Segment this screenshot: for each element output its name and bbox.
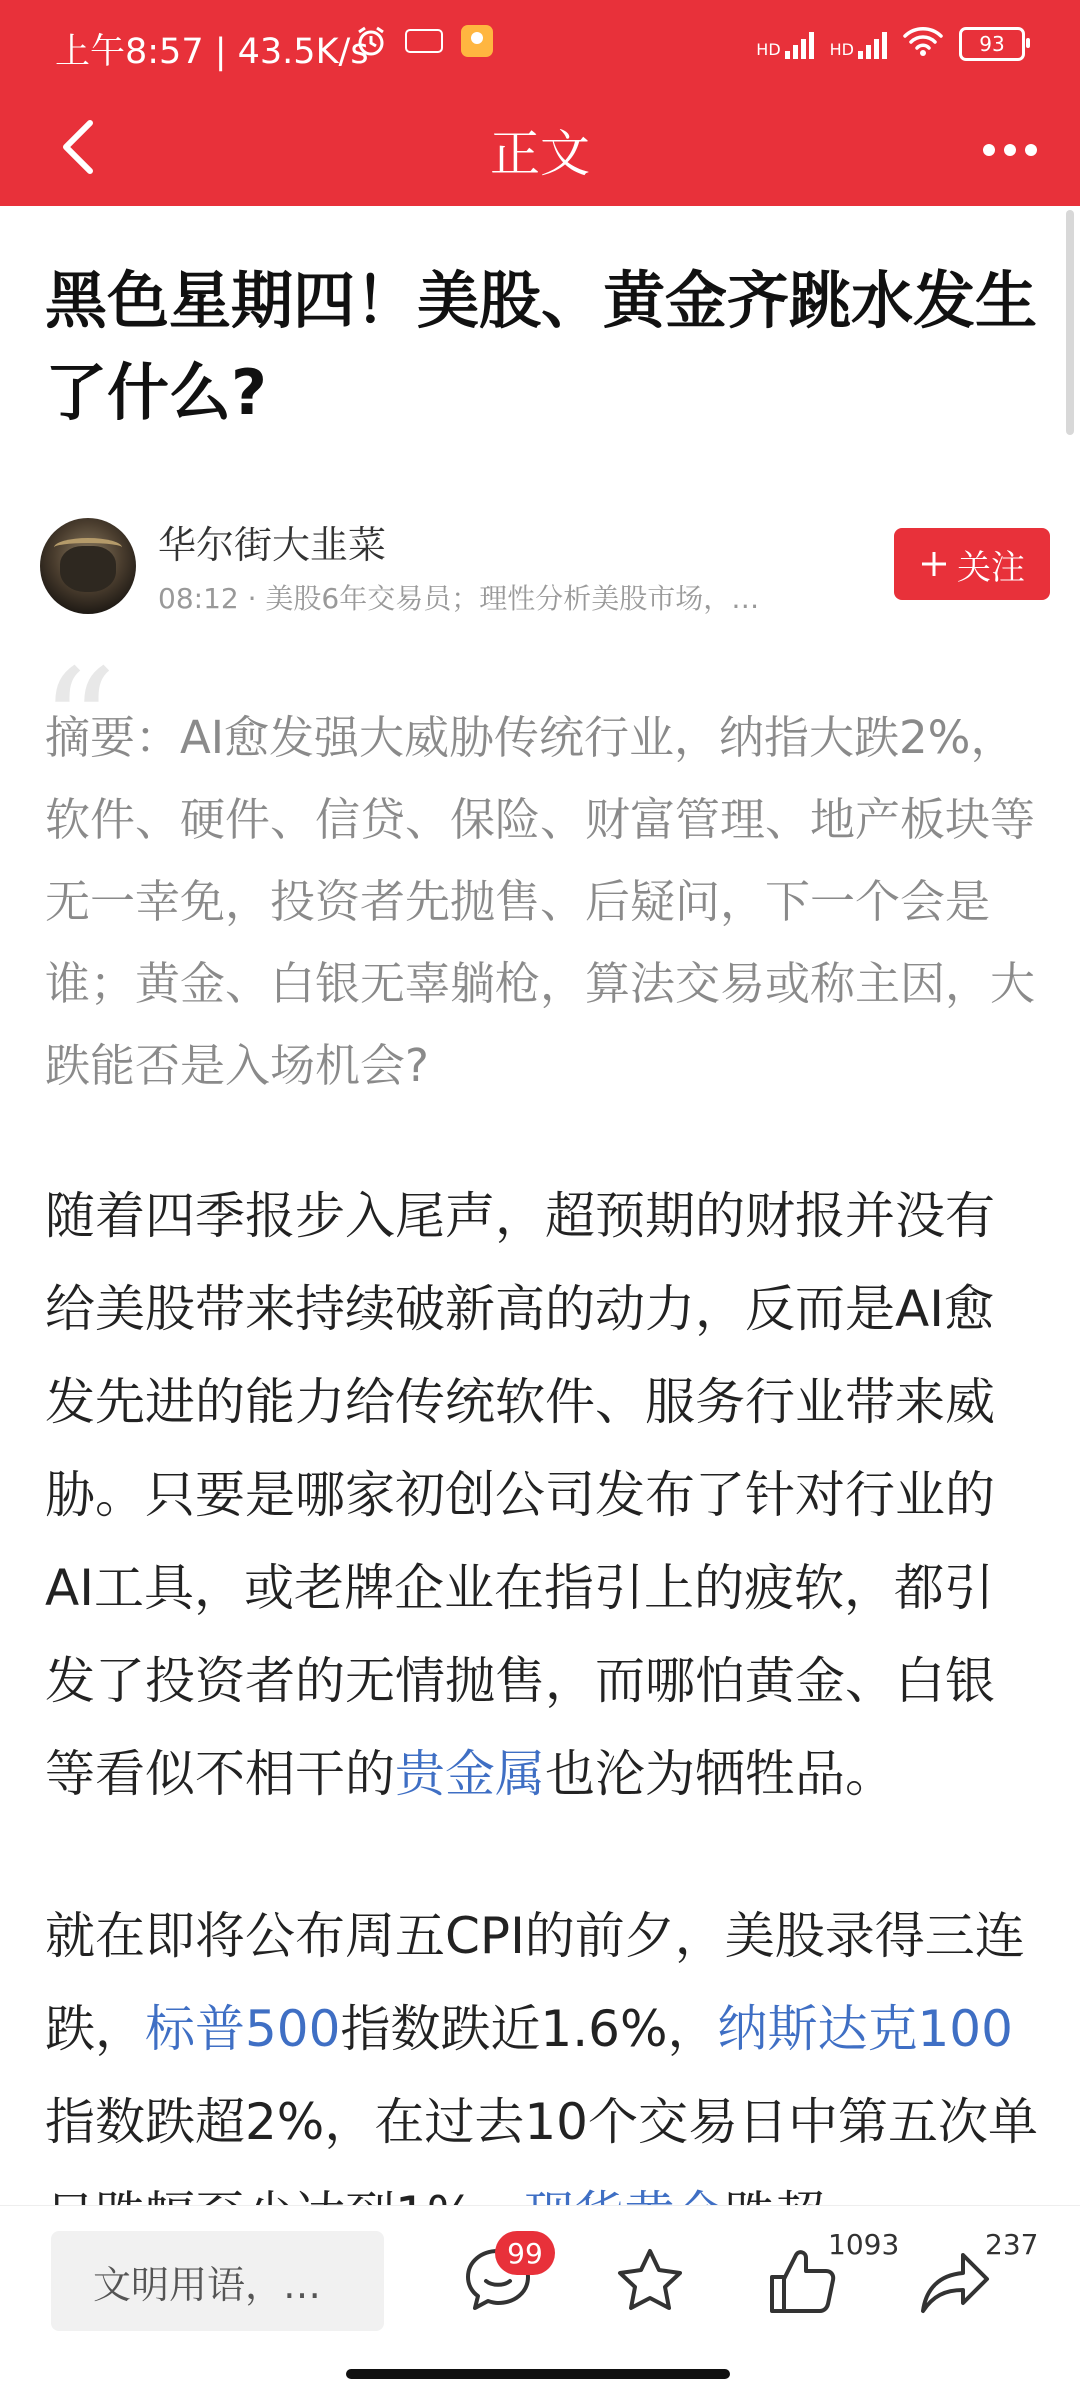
article-paragraph (45, 1170, 1040, 1821)
comment-input[interactable] (51, 2231, 384, 2331)
alarm-icon (354, 24, 388, 64)
avatar[interactable] (40, 518, 136, 614)
like-count: 1093 (828, 2228, 900, 2261)
signal-label-1: HD (756, 40, 781, 59)
more-options-button[interactable] (970, 120, 1050, 180)
comment-placeholder: 文明用语，… (93, 2262, 322, 2307)
signal-label-2: HD (829, 40, 854, 59)
nav-bar (0, 90, 1080, 206)
top-bar (0, 0, 1080, 206)
paragraph-text: 就在即将公布周五CPI的前夕，美股录得三连跌， (45, 1907, 1025, 2058)
signal-icon-1 (756, 29, 813, 59)
paragraph-text: 也沦为牺牲品。 (545, 1745, 895, 1803)
more-dot-icon (1004, 144, 1016, 156)
quote-mark-icon: “ (40, 638, 117, 812)
more-dot-icon (983, 144, 995, 156)
comment-count-badge: 99 (495, 2231, 555, 2275)
author-meta: 08:12 · 美股6年交易员；理性分析美股市场，… (158, 582, 760, 615)
home-indicator[interactable] (346, 2369, 730, 2379)
paragraph-text: 随着四季报步入尾声，超预期的财报并没有给美股带来持续破新高的动力，反而是AI愈发先进的能力给传统软件、服务行业带来威胁。只要是哪家初创公司发布了针对行业的AI工具，或老牌企业在指引上的疲软，都引发了投资者的无情抛售，而哪怕黄金、白银等看似不相干的 (45, 1187, 995, 1803)
wifi-icon (903, 25, 943, 63)
author-name[interactable]: 华尔街大韭菜 (158, 523, 387, 567)
follow-label: 关注 (957, 547, 1025, 588)
scrollbar[interactable] (1066, 210, 1074, 435)
share-count: 237 (985, 2228, 1039, 2261)
follow-button[interactable] (894, 528, 1050, 600)
signal-icon-2 (830, 29, 887, 59)
share-icon (915, 2241, 995, 2321)
app-badge-icon (460, 24, 494, 64)
status-bar (0, 0, 1080, 90)
star-icon (610, 2241, 690, 2321)
stock-link[interactable]: 标普500 (145, 2000, 341, 2058)
stock-link[interactable]: 纳斯达克100 (717, 2000, 1013, 2058)
app-notification-icon (404, 24, 444, 64)
more-dot-icon (1025, 144, 1037, 156)
article-summary: 摘要：AI愈发强大威胁传统行业，纳指大跌2%，软件、硬件、信贷、保险、财富管理、地产板块等无一幸免，投资者先抛售、后疑问，下一个会是谁；黄金、白银无辜躺枪，算法交易或称主因，大跌能否是入场机会? (45, 711, 1036, 1092)
paragraph-text: 指数跌近1.6%， (340, 2000, 718, 2058)
paragraph-text: 指数跌超2%，在过去10个交易日中第五次单 (45, 2093, 1038, 2151)
battery-level: 93 (979, 32, 1005, 56)
stock-link[interactable]: 贵金属 (395, 1745, 545, 1803)
favorite-button[interactable] (610, 2241, 690, 2321)
share-button[interactable] (915, 2241, 995, 2321)
article-title: 黑色星期四！美股、黄金齐跳水发生了什么? (45, 264, 1038, 429)
author-row (40, 510, 1050, 620)
status-time: 上午8:57 | 43.5K/s (55, 32, 369, 72)
plus-icon (919, 549, 949, 579)
status-icons (354, 24, 1025, 64)
battery-icon (959, 27, 1025, 61)
page-title: 正文 (490, 125, 590, 183)
